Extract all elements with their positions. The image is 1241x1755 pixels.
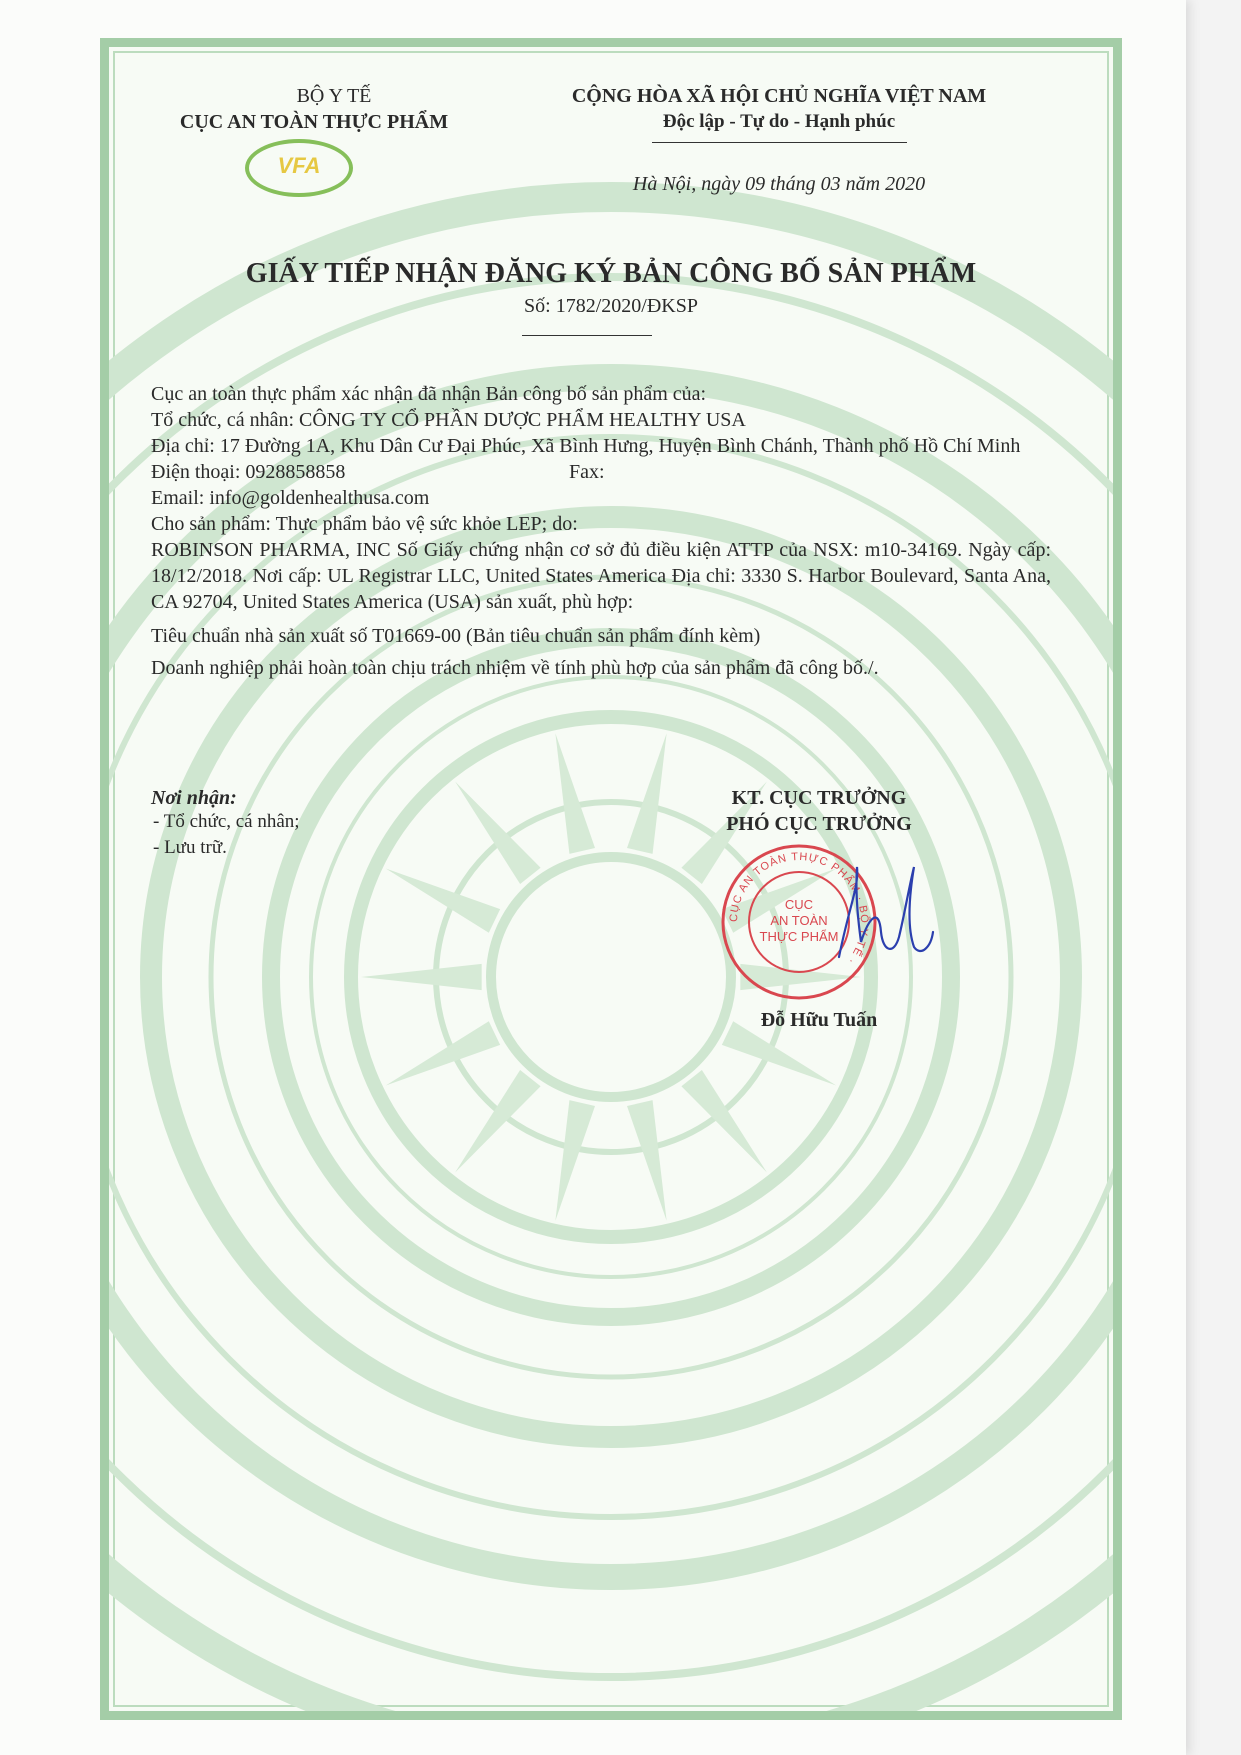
- pattern-ray: [361, 964, 482, 990]
- vfa-logo-text: VFA: [277, 153, 321, 178]
- date-line: Hà Nội, ngày 09 tháng 03 năm 2020: [632, 173, 926, 195]
- product-line: Cho sản phẩm: Thực phẩm bảo vệ sức khỏe LEP; do:: [151, 513, 578, 535]
- email-line: Email: info@goldenhealthusa.com: [151, 487, 430, 509]
- pattern-ray: [681, 1070, 766, 1173]
- pattern-ray: [455, 1070, 540, 1173]
- agency-name: CỤC AN TOÀN THỰC PHẨM: [179, 111, 449, 133]
- pattern-ray: [555, 1100, 595, 1221]
- motto-underline: [652, 142, 907, 143]
- motto: Độc lập - Tự do - Hạnh phúc: [662, 111, 896, 132]
- signatory-name: Đỗ Hữu Tuấn: [760, 1009, 878, 1031]
- recipient-item: - Tổ chức, cá nhân;: [153, 811, 300, 832]
- responsibility-line: Doanh nghiệp phải hoàn toàn chịu trách nhiệm về tính phù hợp của sản phẩm đã công bố./.: [151, 657, 879, 679]
- stamp-text: AN TOÀN: [770, 913, 828, 928]
- recipients-heading: Nơi nhận:: [151, 787, 237, 809]
- address-line: Địa chỉ: 17 Đường 1A, Khu Dân Cư Đại Phúc, Xã Bình Hưng, Huyện Bình Chánh, Thành phố Hồ Chí Minh: [151, 435, 1021, 457]
- certificate-frame: [100, 38, 1122, 1720]
- stamp-text: THỰC PHẨM: [759, 929, 839, 944]
- official-stamp: [709, 837, 969, 1007]
- signature-title-2: PHÓ CỤC TRƯỞNG: [726, 813, 912, 835]
- pattern-ray: [627, 1100, 667, 1221]
- ministry-name: BỘ Y TẾ: [296, 85, 372, 107]
- stamp-text: CỤC: [784, 897, 814, 912]
- document-title: GIẤY TIẾP NHẬN ĐĂNG KÝ BẢN CÔNG BỐ SẢN PHẨM: [245, 258, 977, 289]
- phone-fax-row: [151, 459, 1051, 485]
- vfa-logo: [245, 139, 353, 197]
- phone-line: Điện thoại: 0928858858: [151, 461, 346, 483]
- signature-title-1: KT. CỤC TRƯỞNG: [731, 787, 907, 809]
- fax-line: Fax:: [569, 461, 605, 483]
- nation-title: CỘNG HÒA XÃ HỘI CHỦ NGHĨA VIỆT NAM: [571, 85, 987, 107]
- manufacturer-block: ROBINSON PHARMA, INC Số Giấy chứng nhận cơ sở đủ điều kiện ATTP của NSX: m10-34169. Ngày cấp: 18/12/2018. Nơi cấp: UL Registrar LLC, United States America Địa chỉ: 3330 S. Harbor Boulevard, Santa Ana, CA 92704, United States America (USA) sản xuất, phù hợp:: [151, 539, 1051, 613]
- document-number: Số: 1782/2020/ĐKSP: [524, 295, 698, 317]
- pattern-ray: [555, 733, 595, 854]
- standard-line: Tiêu chuẩn nhà sản xuất số T01669-00 (Bản tiêu chuẩn sản phẩm đính kèm): [151, 625, 761, 647]
- title-underline: [522, 335, 652, 336]
- organization-line: Tổ chức, cá nhân: CÔNG TY CỔ PHẦN DƯỢC PHẨM HEALTHY USA: [151, 409, 746, 431]
- pattern-ray: [627, 733, 667, 854]
- stamp-ring-text: CỤC AN TOÀN THỰC PHẨM · BỘ Y TẾ ·: [727, 850, 871, 967]
- intro-line: Cục an toàn thực phẩm xác nhận đã nhận Bản công bố sản phẩm của:: [151, 383, 707, 405]
- pattern-ray: [455, 782, 540, 885]
- recipient-item: - Lưu trữ.: [153, 837, 227, 858]
